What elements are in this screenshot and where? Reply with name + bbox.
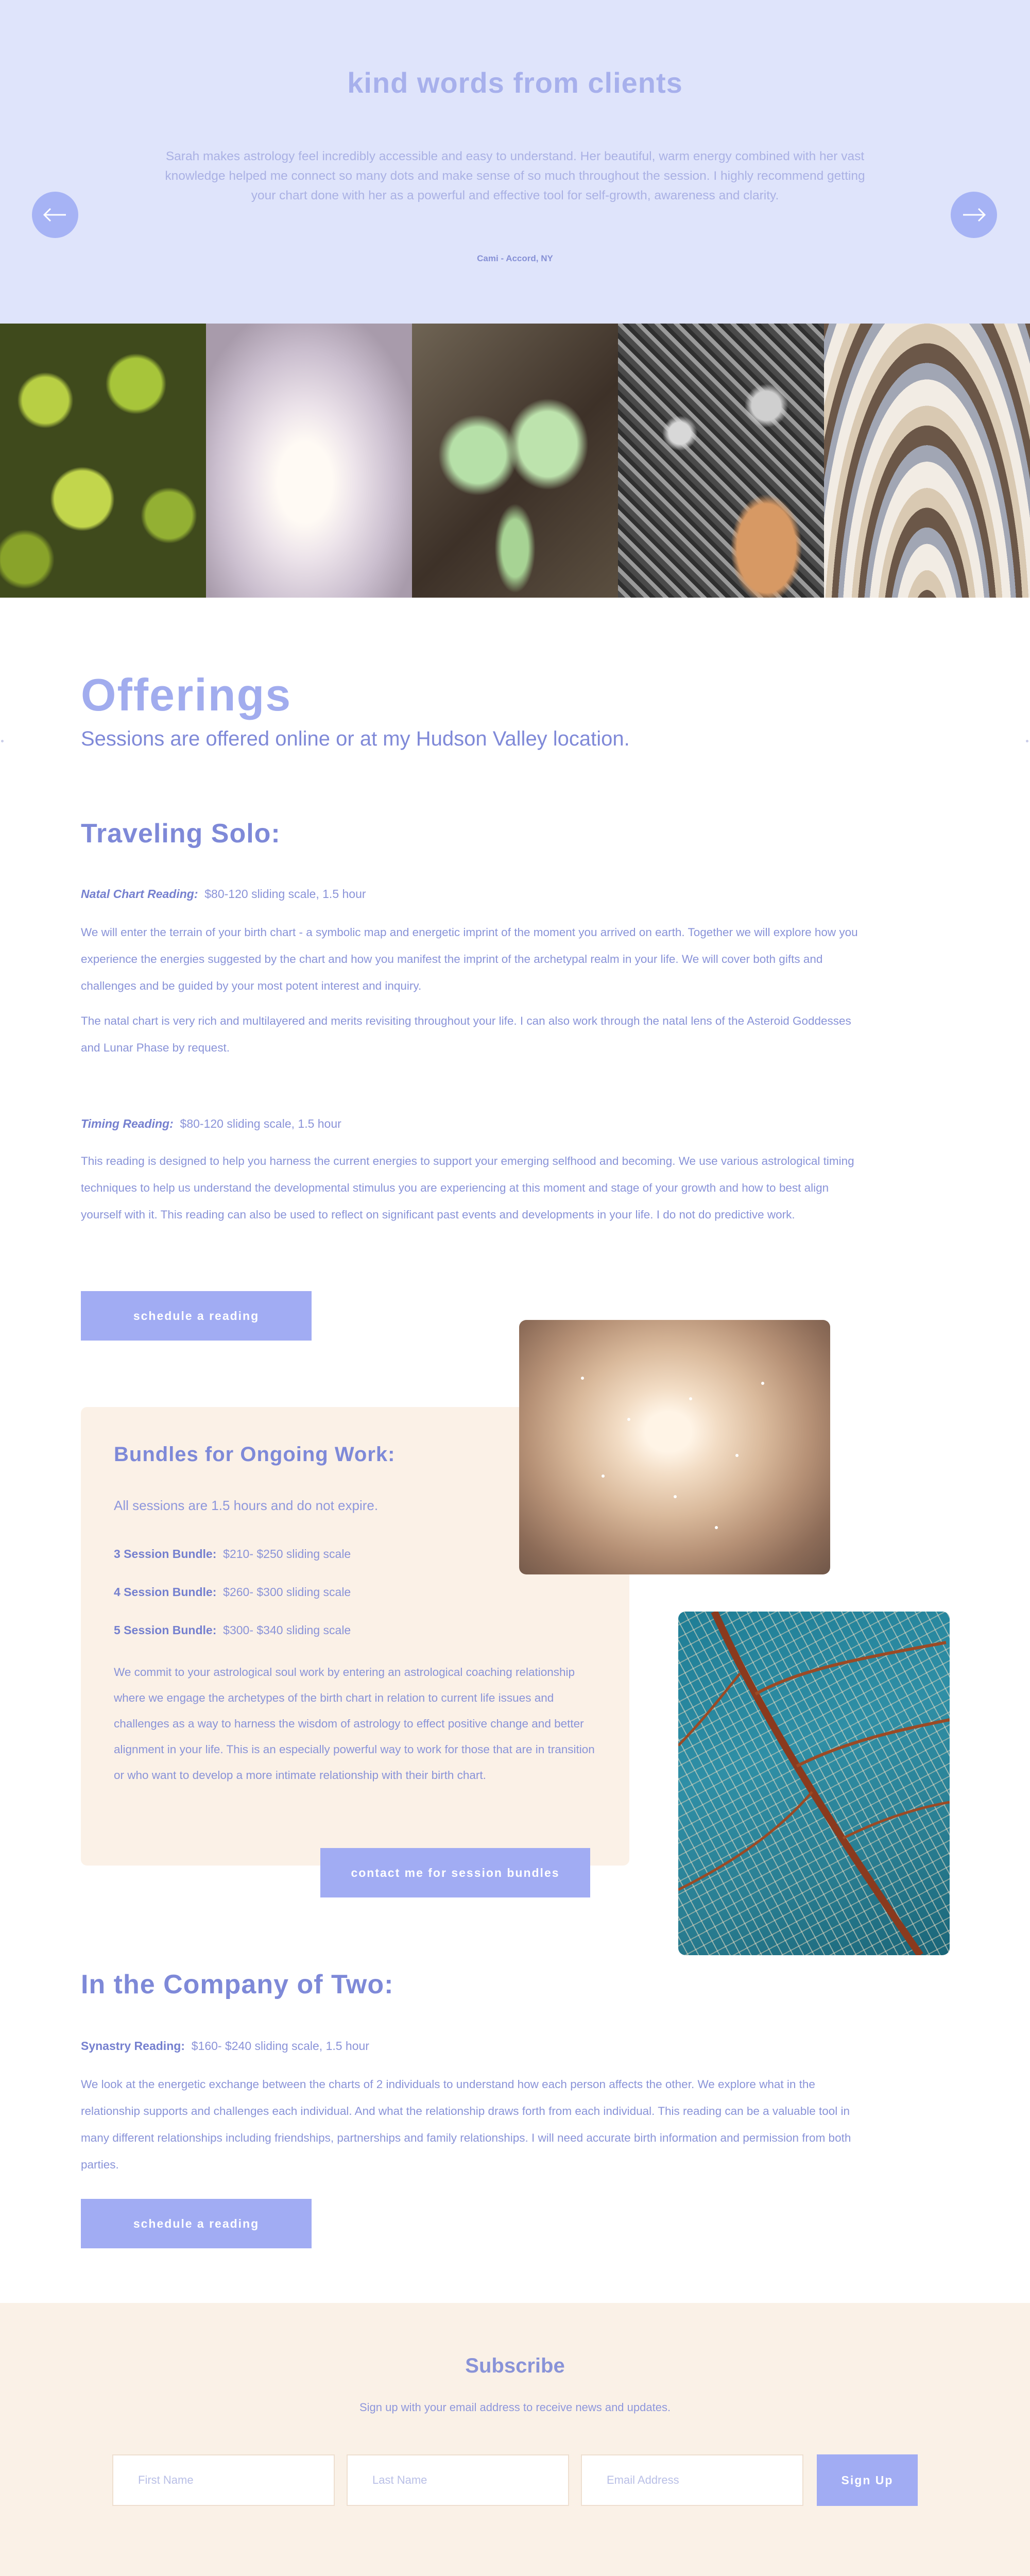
bundle-label: 5 Session Bundle: xyxy=(114,1623,217,1637)
last-name-field xyxy=(347,2454,569,2506)
right-edge-mark xyxy=(1026,740,1028,742)
offerings-subtitle: Sessions are offered online or at my Hudson Valley location. xyxy=(81,727,630,750)
subscribe-section xyxy=(0,2303,1030,2576)
testimonials-heading: kind words from clients xyxy=(347,66,683,99)
natal-chart-price: $80-120 sliding scale, 1.5 hour xyxy=(204,887,366,901)
schedule-reading-button[interactable]: schedule a reading xyxy=(81,1291,312,1341)
next-testimonial-button[interactable] xyxy=(951,192,997,238)
succulents-photo xyxy=(0,324,206,598)
bundle-price: $300- $340 sliding scale xyxy=(223,1623,351,1637)
testimonials-section xyxy=(0,0,1030,324)
fungus-photo xyxy=(824,324,1030,598)
timing-reading-label: Timing Reading: xyxy=(81,1117,174,1130)
first-name-input[interactable] xyxy=(113,2455,334,2505)
synastry-line xyxy=(81,2038,369,2054)
bundle-price: $210- $250 sliding scale xyxy=(223,1547,351,1561)
synastry-label: Synastry Reading: xyxy=(81,2039,185,2053)
company-of-two-heading: In the Company of Two: xyxy=(81,1970,394,1999)
traveling-solo-heading: Traveling Solo: xyxy=(81,819,281,849)
bundles-heading: Bundles for Ongoing Work: xyxy=(114,1443,396,1466)
leaf-skeleton-photo xyxy=(678,1612,950,1955)
first-name-field xyxy=(112,2454,335,2506)
bundles-subtitle: All sessions are 1.5 hours and do not expire. xyxy=(114,1498,379,1513)
synastry-price: $160- $240 sliding scale, 1.5 hour xyxy=(191,2039,369,2053)
natal-chart-note: The natal chart is very rich and multilayered and merits revisiting throughout your life. I can also work through the natal lens of the Asteroid Goddesses and Lunar Phase by request. xyxy=(81,1014,851,1054)
subscribe-subtitle: Sign up with your email address to receive news and updates. xyxy=(359,2401,671,2414)
synastry-description: We look at the energetic exchange between the charts of 2 individuals to understand how each person affects the other. We explore what in the relationship supports and challenges each individual. And what the relationship draws forth from each individual. This reading can be a valuable tool in many different relationships including friendships, partnerships and family relationships. I will need accurate birth information and permission from both parties. xyxy=(81,2078,851,2171)
last-name-input[interactable] xyxy=(348,2455,568,2505)
timing-reading-price: $80-120 sliding scale, 1.5 hour xyxy=(180,1117,341,1130)
arrow-right-icon xyxy=(951,192,997,238)
left-edge-mark xyxy=(1,740,4,742)
natal-chart-line xyxy=(81,886,366,902)
schedule-synastry-button[interactable]: schedule a reading xyxy=(81,2199,312,2248)
photo-strip xyxy=(0,324,1030,598)
bundle-item xyxy=(114,1547,351,1561)
natal-chart-label: Natal Chart Reading: xyxy=(81,887,198,901)
previous-testimonial-button[interactable] xyxy=(32,192,78,238)
testimonial-quote: Sarah makes astrology feel incredibly accessible and easy to understand. Her beautiful, warm energy combined with her vast knowledge helped me connect so many dots and make sense of so much throughout the session. I highly recommend getting your chart done with her as a powerful and effective tool for self-growth, awareness and clarity. xyxy=(165,149,865,202)
bundle-item xyxy=(114,1585,351,1599)
arrow-left-icon xyxy=(32,192,78,238)
bundles-description: We commit to your astrological soul work by entering an astrological coaching relationship where we engage the archetypes of the birth chart in relation to current life issues and challenges as a way to harness the wisdom of astrology to effect positive change and better alignment in your life. This is an especially powerful way to work for those that are in transition or who want to develop a more intimate relationship with their birth chart. xyxy=(114,1666,595,1782)
natal-chart-description: We will enter the terrain of your birth chart - a symbolic map and energetic imprint of the moment you arrived on earth. Together we will explore how you experience the energies suggested by the chart and how you manifest the imprint of the archetypal realm in your life. We will cover both gifts and challenges and be guided by your most potent interest and inquiry. xyxy=(81,926,858,992)
sign-up-button[interactable]: Sign Up xyxy=(817,2454,918,2506)
bundle-price: $260- $300 sliding scale xyxy=(223,1585,351,1599)
bundle-label: 3 Session Bundle: xyxy=(114,1547,217,1561)
lichen-leaf-photo xyxy=(618,324,824,598)
rose-photo xyxy=(519,1320,830,1574)
testimonial-author: Cami - Accord, NY xyxy=(477,253,553,263)
contact-bundles-button[interactable]: contact me for session bundles xyxy=(320,1848,590,1897)
email-input[interactable] xyxy=(582,2455,802,2505)
luna-moth-photo xyxy=(412,324,618,598)
offerings-title: Offerings xyxy=(81,669,292,720)
email-field xyxy=(581,2454,803,2506)
white-flower-photo xyxy=(206,324,412,598)
timing-reading-line xyxy=(81,1116,341,1131)
subscribe-title: Subscribe xyxy=(465,2354,565,2377)
leaf-veins xyxy=(678,1612,950,1955)
bundle-label: 4 Session Bundle: xyxy=(114,1585,217,1599)
bundle-item xyxy=(114,1623,351,1637)
timing-reading-description: This reading is designed to help you harness the current energies to support your emerging selfhood and becoming. We use various astrological timing techniques to help us understand the developmental stimulus you are experiencing at this moment and stage of your growth and how to best align yourself with it. This reading can also be used to reflect on significant past events and developments in your life. I do not do predictive work. xyxy=(81,1155,854,1221)
